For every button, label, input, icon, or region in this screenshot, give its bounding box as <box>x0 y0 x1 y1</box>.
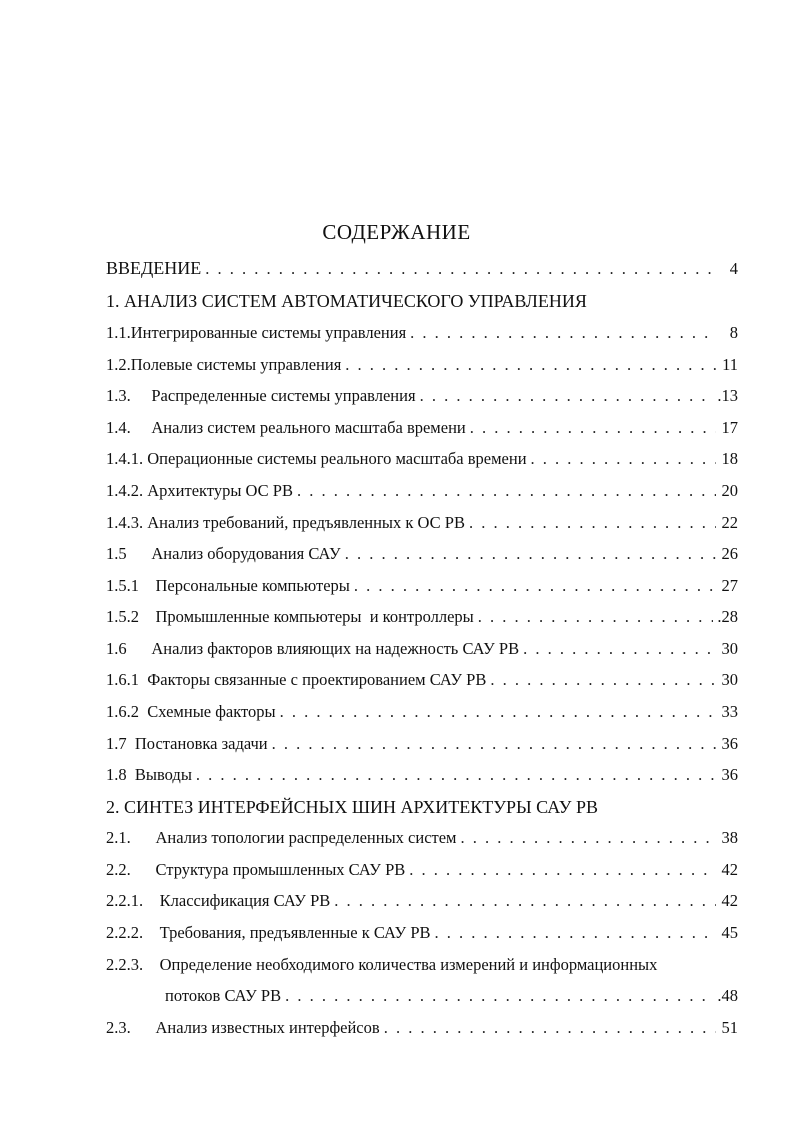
toc-entry-label: 1.6.1 Факторы связанные с проектированием САУ РВ <box>106 670 487 689</box>
toc-entry-page: 51 <box>721 1018 738 1037</box>
leader-dots <box>384 1018 716 1038</box>
toc-entry-page: 45 <box>721 923 738 942</box>
leader-dots <box>285 986 713 1006</box>
toc-entry-page: .13 <box>717 386 738 405</box>
toc-entry-label: 1.8 Выводы <box>106 765 192 784</box>
toc-entry-page: 8 <box>729 323 738 342</box>
toc-entry <box>106 828 738 852</box>
leader-dots <box>531 449 716 469</box>
toc-entry <box>106 544 738 568</box>
leader-dots <box>461 828 717 848</box>
toc-entry <box>106 1018 738 1042</box>
toc-entry-page: 18 <box>721 449 738 468</box>
leader-dots <box>409 860 716 880</box>
toc-entry-label: ВВЕДЕНИЕ <box>106 258 202 278</box>
toc-entry <box>106 734 738 758</box>
toc-entry-page: 38 <box>721 828 738 847</box>
leader-dots <box>205 259 716 279</box>
leader-dots <box>297 481 716 501</box>
toc-entry <box>106 639 738 663</box>
leader-dots <box>272 734 716 754</box>
toc-entry-label: 1.4.2. Архитектуры ОС РВ <box>106 481 293 500</box>
leader-dots <box>410 323 716 343</box>
leader-dots <box>469 513 716 533</box>
toc-entry-label: 1.6.2 Схемные факторы <box>106 702 276 721</box>
toc-entry-label: 2.2.1. Классификация САУ РВ <box>106 891 331 910</box>
toc-entry-label: 2. СИНТЕЗ ИНТЕРФЕЙСНЫХ ШИН АРХИТЕКТУРЫ САУ РВ <box>106 797 598 817</box>
toc-chapter <box>106 797 738 821</box>
toc-entry-page: 22 <box>721 513 738 532</box>
toc-entry <box>106 258 738 282</box>
toc-entry <box>106 355 738 379</box>
toc-entry <box>106 481 738 505</box>
page-title: СОДЕРЖАНИЕ <box>322 220 471 244</box>
toc-entry-label: 2.2.2. Требования, предъявленные к САУ РВ <box>106 923 431 942</box>
toc-entry <box>106 418 738 442</box>
toc-entry-label: 1.3. Распределенные системы управления <box>106 386 416 405</box>
leader-dots <box>196 765 716 785</box>
toc-entry-label: 1.5.1 Персональные компьютеры <box>106 576 350 595</box>
toc-entry-label: 1.2.Полевые системы управления <box>106 355 342 374</box>
toc-entry-label: 1.6 Анализ факторов влияющих на надежность САУ РВ <box>106 639 520 658</box>
toc-entry-label: 1.7 Постановка задачи <box>106 734 268 753</box>
toc-entry-page: 30 <box>721 670 738 689</box>
leader-dots <box>470 418 716 438</box>
toc-entry-page: .28 <box>717 607 738 626</box>
leader-dots <box>435 923 717 943</box>
leader-dots <box>345 544 716 564</box>
toc-entry-page: 26 <box>721 544 738 563</box>
toc-entry-label: 2.1. Анализ топологии распределенных систем <box>106 828 457 847</box>
toc-entry-label: 1.4.3. Анализ требований, предъявленных к ОС РВ <box>106 513 465 532</box>
leader-dots <box>334 891 716 911</box>
toc-entry-page: 20 <box>721 481 738 500</box>
toc-entry-label: 1.5.2 Промышленные компьютеры и контроллеры <box>106 607 474 626</box>
toc-entry <box>106 670 738 694</box>
toc-entry-page: 11 <box>722 355 738 374</box>
toc-entry <box>106 449 738 473</box>
toc-entry-page: 4 <box>729 259 738 278</box>
leader-dots <box>280 702 716 722</box>
toc-entry-page: 42 <box>721 891 738 910</box>
toc-entry-label: 1.5 Анализ оборудования САУ <box>106 544 341 563</box>
toc-entry-page: .48 <box>717 986 738 1005</box>
leader-dots <box>345 355 716 375</box>
toc-entry <box>106 702 738 726</box>
toc-entry-page: 33 <box>721 702 738 721</box>
toc-entry <box>106 386 738 410</box>
toc-entry-page: 27 <box>721 576 738 595</box>
toc-entry-page: 17 <box>721 418 738 437</box>
leader-dots <box>478 607 714 627</box>
toc-entry-continuation <box>165 986 738 1010</box>
toc-entry-label: 1.1.Интегрированные системы управления <box>106 323 407 342</box>
toc-entry-label: 2.2. Структура промышленных САУ РВ <box>106 860 406 879</box>
toc-entry-label: 2.3. Анализ известных интерфейсов <box>106 1018 380 1037</box>
toc-entry-label: 2.2.3. Определение необходимого количества измерений и информационных <box>106 955 658 974</box>
toc-entry <box>106 891 738 915</box>
leader-dots <box>420 386 714 406</box>
toc-entry-label: потоков САУ РВ <box>165 986 282 1005</box>
leader-dots <box>354 576 716 596</box>
toc-entry-page: 42 <box>721 860 738 879</box>
toc-entry <box>106 923 738 947</box>
toc-entry <box>106 323 738 347</box>
toc-entry-page: 30 <box>721 639 738 658</box>
toc-entry-label: 1. АНАЛИЗ СИСТЕМ АВТОМАТИЧЕСКОГО УПРАВЛЕНИЯ <box>106 291 587 311</box>
toc-chapter <box>106 291 738 315</box>
toc-entry-label: 1.4.1. Операционные системы реального масштаба времени <box>106 449 527 468</box>
leader-dots <box>523 639 716 659</box>
leader-dots <box>490 670 716 690</box>
toc-entry <box>106 860 738 884</box>
toc-entry <box>106 955 738 979</box>
toc-entry-page: 36 <box>721 765 738 784</box>
toc-entry <box>106 765 738 789</box>
toc-entry <box>106 607 738 631</box>
toc-entry <box>106 513 738 537</box>
toc-entry <box>106 576 738 600</box>
toc-entry-label: 1.4. Анализ систем реального масштаба времени <box>106 418 466 437</box>
toc-entry-page: 36 <box>721 734 738 753</box>
